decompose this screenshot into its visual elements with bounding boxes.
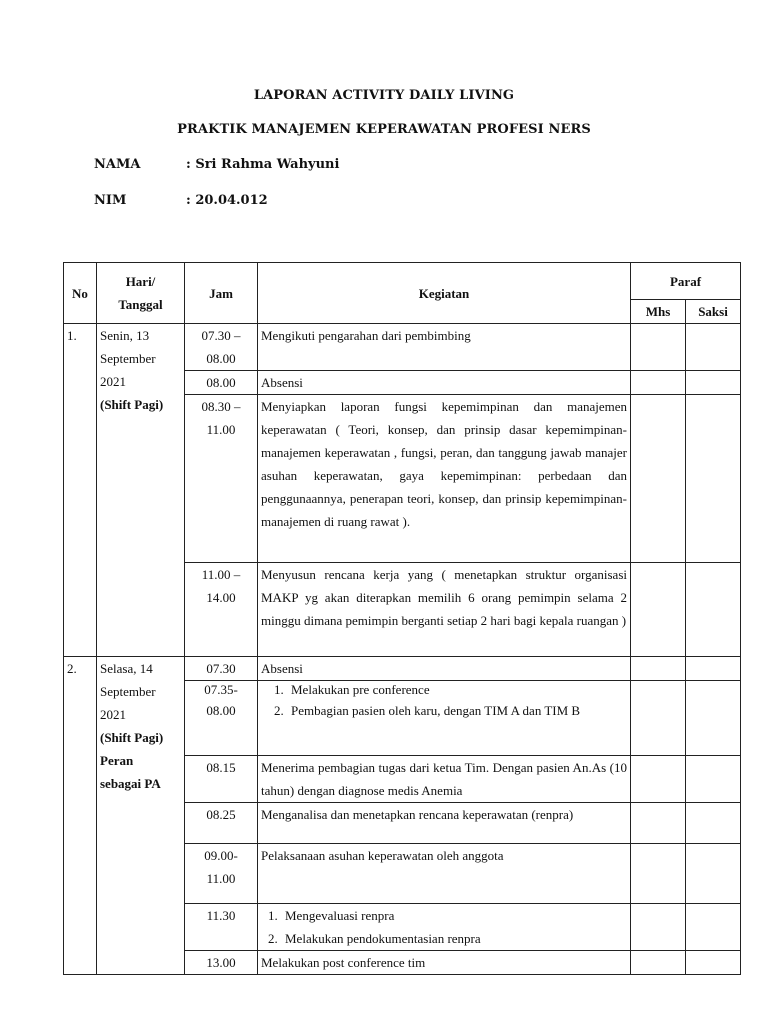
jam-cell: [185, 324, 258, 371]
header-saksi: Saksi: [686, 300, 741, 324]
paraf-mhs-cell: [631, 904, 686, 951]
header-mhs: Mhs: [631, 300, 686, 324]
day1-date-line3: 2021: [100, 374, 126, 389]
day1-date-line1: [100, 324, 181, 347]
kegiatan-cell: Mengikuti pengarahan dari pembimbing: [258, 324, 631, 371]
jam-cell: 08.15: [185, 756, 258, 803]
table-header-row: [64, 263, 741, 300]
paraf-saksi-cell: [686, 844, 741, 904]
day2-shift: (Shift Pagi): [100, 730, 164, 745]
paraf-saksi-cell: [686, 563, 741, 657]
header-hari-tanggal: [97, 263, 185, 324]
jam-line2: 08.00: [206, 351, 236, 366]
jam-cell: 08.25: [185, 803, 258, 844]
jam-line1: 07.35-: [204, 682, 238, 697]
day1-date-line2: September: [100, 351, 156, 366]
nim-value: : 20.04.012: [186, 193, 268, 208]
paraf-saksi-cell: [686, 371, 741, 395]
header-paraf: Paraf: [631, 263, 741, 300]
paraf-saksi-cell: [686, 904, 741, 951]
list-item: 2. Melakukan pendokumentasian renpra: [281, 927, 627, 950]
paraf-mhs-cell: [631, 844, 686, 904]
header-kegiatan: Kegiatan: [258, 263, 631, 324]
kegiatan-cell: Melakukan post conference tim: [258, 951, 631, 975]
kegiatan-cell: Menganalisa dan menetapkan rencana keperawatan (renpra): [258, 803, 631, 844]
list-item: 1. Melakukan pre conference: [287, 681, 627, 699]
nama-value: : Sri Rahma Wahyuni: [186, 157, 340, 172]
paraf-saksi-cell: [686, 395, 741, 563]
paraf-saksi-cell: [686, 657, 741, 681]
paraf-mhs-cell: [631, 803, 686, 844]
jam-line2: 11.00: [206, 871, 236, 886]
paraf-saksi-cell: [686, 951, 741, 975]
jam-cell: [185, 681, 258, 756]
jam-line1: 11.00 –: [201, 567, 241, 582]
header-tanggal: Tanggal: [118, 297, 163, 312]
jam-line1: 07.30 –: [201, 328, 241, 343]
kegiatan-cell: Absensi: [258, 657, 631, 681]
day2-date-line3: 2021: [100, 707, 126, 722]
activity-table: [63, 262, 741, 975]
nama-label: NAMA: [94, 157, 141, 172]
day2-date: [97, 657, 185, 975]
steps-list: [261, 904, 627, 950]
paraf-saksi-cell: [686, 324, 741, 371]
paraf-mhs-cell: [631, 371, 686, 395]
kegiatan-cell: Pelaksanaan asuhan keperawatan oleh anggota: [258, 844, 631, 904]
page-title: LAPORAN ACTIVITY DAILY LIVING: [253, 88, 515, 103]
kegiatan-cell: Menyiapkan laporan fungsi kepemimpinan dan manajemen keperawatan ( Teori, konsep, dan prinsip dasar kepemimpinan-manajemen keperawatan , fungsi, peran, dan tanggung jawab manajer asuhan keperawatan, gaya kepemimpinan: perbedaan dan penggunaannya, penerapan teori, konsep, dan prinsip kepemimpinan-manajemen di ruang rawat ).: [258, 395, 631, 563]
kegiatan-cell: Menerima pembagian tugas dari ketua Tim. Dengan pasien An.As (10 tahun) dengan diagnose medis Anemia: [258, 756, 631, 803]
jam-cell: [185, 395, 258, 563]
paraf-mhs-cell: [631, 324, 686, 371]
paraf-saksi-cell: [686, 681, 741, 756]
jam-line1: 09.00-: [204, 848, 238, 863]
day2-role-line2: sebagai PA: [100, 776, 161, 791]
list-item: 1. Mengevaluasi renpra: [281, 904, 627, 927]
steps-list: [261, 681, 627, 722]
table-row: [64, 657, 741, 681]
jam-cell: 11.30: [185, 904, 258, 951]
day1-no: 1.: [64, 324, 97, 657]
table-row: [64, 324, 741, 371]
jam-cell: 07.30: [185, 657, 258, 681]
jam-cell: 13.00: [185, 951, 258, 975]
paraf-saksi-cell: [686, 803, 741, 844]
header-no: No: [64, 263, 97, 324]
day1-shift: (Shift Pagi): [100, 397, 164, 412]
list-item: 2. Pembagian pasien oleh karu, dengan TIM A dan TIM B: [287, 699, 627, 722]
jam-line2: 08.00: [206, 703, 236, 718]
day2-role-line1: Peran: [100, 753, 134, 768]
page-subtitle: PRAKTIK MANAJEMEN KEPERAWATAN PROFESI NERS: [177, 122, 591, 137]
day2-date-line2: September: [100, 684, 156, 699]
jam-line1: 08.30 –: [201, 399, 241, 414]
paraf-mhs-cell: [631, 951, 686, 975]
jam-line2: 14.00: [206, 590, 236, 605]
paraf-mhs-cell: [631, 563, 686, 657]
paraf-mhs-cell: [631, 395, 686, 563]
paraf-mhs-cell: [631, 657, 686, 681]
day1-date: [97, 324, 185, 657]
jam-cell: [185, 563, 258, 657]
header-hari: Hari/: [125, 274, 156, 289]
paraf-mhs-cell: [631, 756, 686, 803]
day2-date-line1: Selasa, 14: [100, 661, 153, 676]
kegiatan-cell: Menyusun rencana kerja yang ( menetapkan struktur organisasi MAKP yg akan diterapkan memilih 6 orang pemimpin selama 2 minggu dimana pemimpin berganti setiap 2 hari bagi kepala ruangan ): [258, 563, 631, 657]
jam-line2: 11.00: [206, 422, 236, 437]
day1-date-text: Senin, 13: [100, 328, 150, 343]
kegiatan-cell: [258, 904, 631, 951]
nim-label: NIM: [94, 193, 127, 208]
kegiatan-cell: Absensi: [258, 371, 631, 395]
day2-no: 2.: [64, 657, 97, 975]
jam-cell: 08.00: [185, 371, 258, 395]
kegiatan-cell: [258, 681, 631, 756]
paraf-mhs-cell: [631, 681, 686, 756]
jam-cell: [185, 844, 258, 904]
header-jam: Jam: [185, 263, 258, 324]
paraf-saksi-cell: [686, 756, 741, 803]
